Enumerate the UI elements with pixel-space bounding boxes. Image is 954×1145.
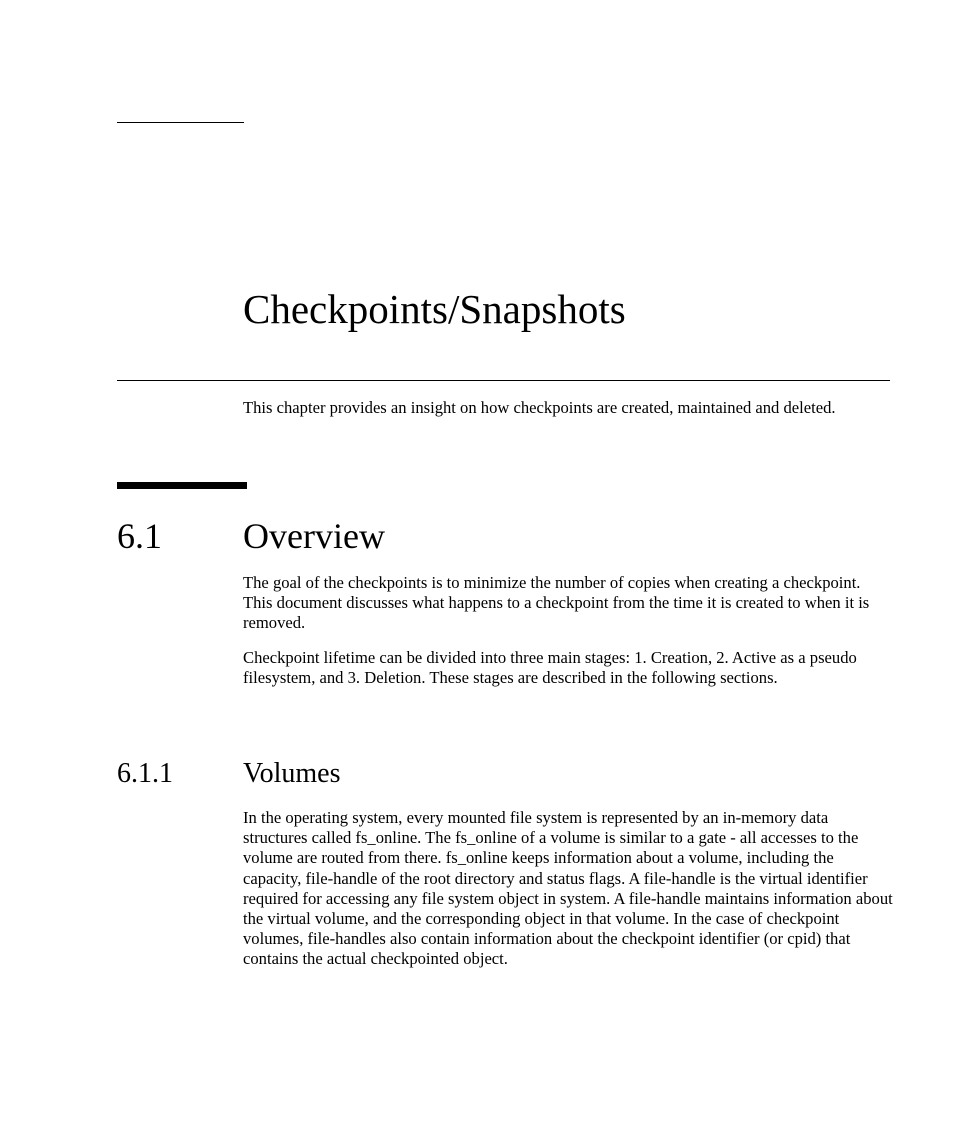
section-number: 6.1 [117, 516, 162, 556]
chapter-divider [117, 380, 890, 381]
section-rule [117, 482, 247, 489]
chapter-intro: This chapter provides an insight on how checkpoints are created, maintained and deleted. [243, 398, 836, 417]
section-title: Overview [243, 516, 385, 556]
chapter-title: Checkpoints/Snapshots [243, 286, 626, 332]
section-paragraph: The goal of the checkpoints is to minimize the number of copies when creating a checkpoint. This document discusses what happens to a checkpoint from the time it is created to when it is removed. [243, 573, 870, 633]
subsection-title: Volumes [243, 758, 341, 789]
subsection-number: 6.1.1 [117, 758, 173, 789]
subsection-paragraph: In the operating system, every mounted file system is represented by an in-memory data structures called fs_online. The fs_online of a volume is similar to a gate - all accesses to the volume are routed from there. fs_online keeps information about a volume, including the capacity, file-handle of the root directory and status flags. A file-handle is the virtual identifier required for accessing any file system object in system. A file-handle maintains information about the virtual volume, and the corresponding object in that volume. In the case of checkpoint volumes, file-handles also contain information about the checkpoint identifier (or cpid) that contains the actual checkpointed object. [243, 808, 893, 969]
chapter-top-rule [117, 122, 244, 123]
section-paragraph: Checkpoint lifetime can be divided into three main stages: 1. Creation, 2. Active as a pseudo filesystem, and 3. Deletion. These stages are described in the following sections. [243, 648, 857, 688]
